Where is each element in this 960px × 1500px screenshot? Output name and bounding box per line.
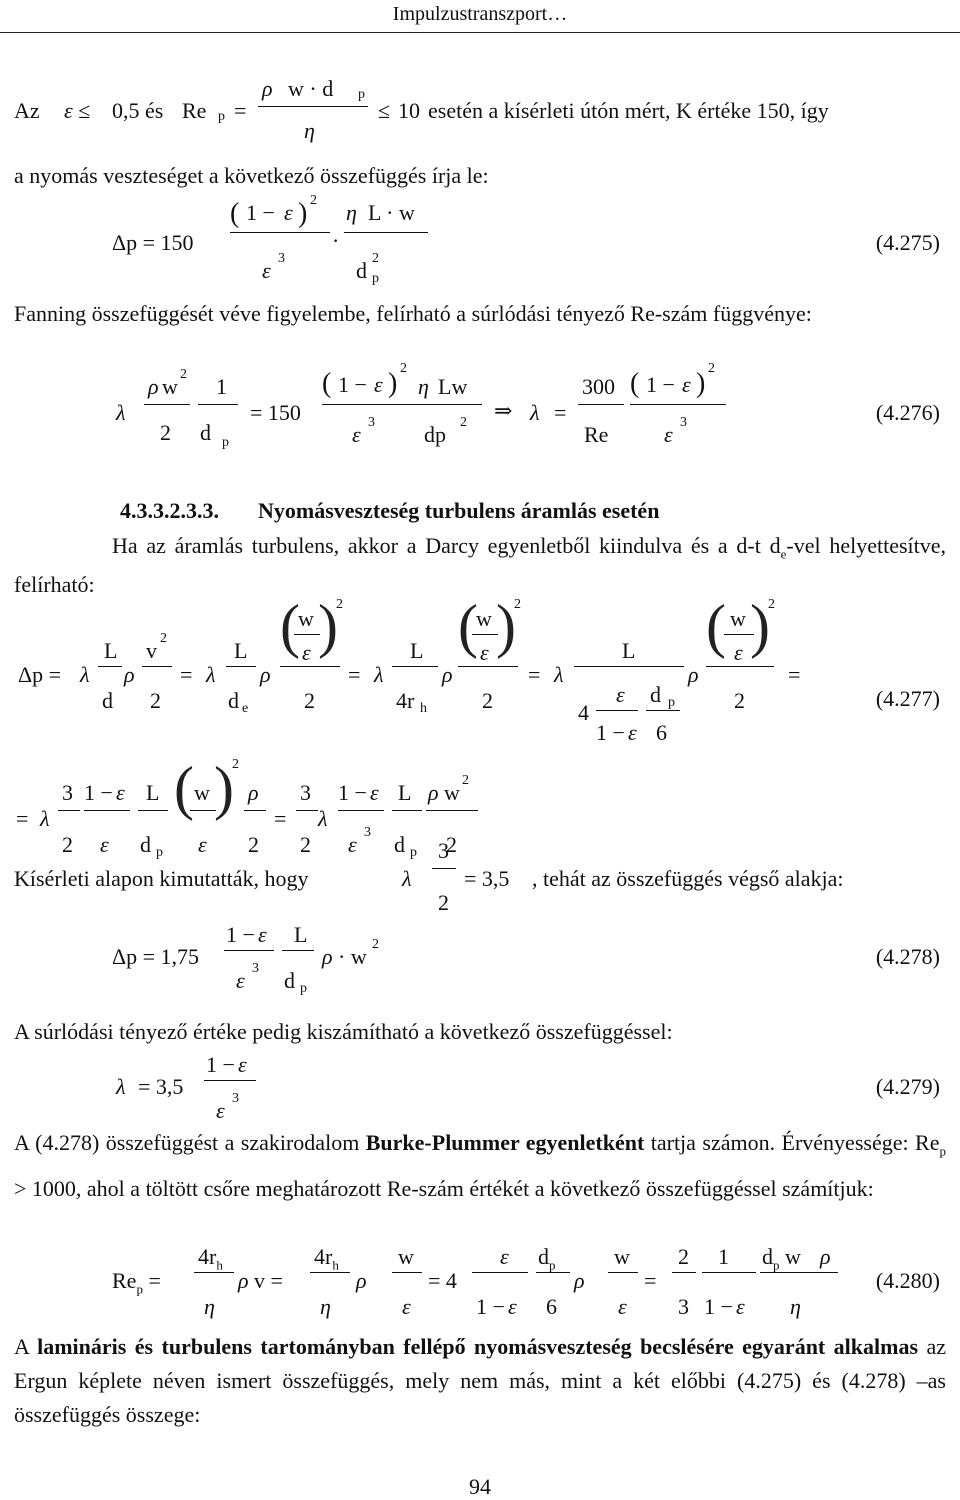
eq275-den2: d (356, 258, 367, 283)
eq277b-rho: ρ (248, 780, 259, 805)
eq276-one2: 1 − (338, 372, 367, 397)
eq277-four: 4 (578, 700, 589, 725)
p7-a: A (4.278) összefüggést a szakirodalom (14, 1130, 366, 1155)
eq276-dp-sub: p (222, 435, 229, 450)
p1-eq: = (234, 98, 247, 123)
eq277b-l2: λ (318, 806, 328, 831)
eq278-lhs: Δp = 1,75 (112, 944, 200, 969)
eq277-bigparen2c: ) (496, 593, 516, 659)
eq276-paren2-close: ) (696, 368, 706, 399)
p5-text1: Kísérleti alapon kimutatták, hogy (14, 866, 309, 891)
eq276-cube2: 3 (680, 415, 687, 430)
eq276-paren-close: ) (388, 368, 398, 399)
p4-text (14, 530, 946, 600)
eq280-1m: 1 − (476, 1294, 505, 1319)
eq280-bar7 (672, 1272, 696, 1273)
eq277-L3: L (410, 638, 424, 663)
eq277-L2: L (234, 638, 248, 663)
eq277-rho1: ρ (124, 662, 135, 687)
eq277-de: d (228, 688, 239, 713)
eq279-eps: ε (238, 1052, 247, 1077)
p1-az: Az (14, 98, 40, 123)
eq277b-2b: 2 (248, 832, 259, 857)
eq280-bar4 (472, 1272, 528, 1273)
p4-text-b: -vel helyettesítve, felírható: (14, 533, 947, 598)
eq280-eq4: = 4 (428, 1268, 457, 1293)
p5-bar (432, 868, 456, 869)
eq275-eps: ε (284, 200, 293, 225)
eq277-sq1: 2 (336, 597, 343, 612)
eq279-label: (4.279) (875, 1074, 940, 1099)
eq277b-cube: 3 (364, 825, 371, 840)
eq276-dp: d (200, 420, 211, 445)
eq277-bar2 (142, 666, 172, 667)
eq277b-bar6 (296, 810, 318, 811)
eq277b-sq: 2 (232, 757, 239, 772)
eq280-bar6 (608, 1272, 638, 1273)
eq277-label: (4.277) (875, 686, 940, 711)
eq277-bar4 (294, 634, 320, 635)
eq277b-d2: d (394, 832, 405, 857)
eq277b-w2: w (444, 780, 460, 805)
p1-le: ≤ (378, 98, 391, 123)
header-title: Impulzustranszport… (392, 3, 568, 25)
p3-text: Fanning összefüggését véve figyelembe, felírható a súrlódási tényező Re-szám függvénye: (14, 301, 812, 326)
eq278-rho: ρ (322, 944, 333, 969)
eq280-bar1 (194, 1272, 234, 1273)
eq280-bar3 (392, 1272, 422, 1273)
eq280-bar9 (760, 1272, 838, 1273)
eq277-1meps: 1 − (596, 720, 625, 745)
eq277b-bar5 (244, 810, 266, 811)
eq278-d: d (284, 968, 295, 993)
eq277-eq2: = (348, 662, 361, 687)
eq278-eps3: ε (236, 968, 245, 993)
eq277-v-sq: 2 (160, 631, 167, 646)
p1-ten: 10 (398, 98, 420, 123)
eq277-bigparen2: ( (458, 593, 478, 659)
eq279-cube: 3 (232, 1091, 239, 1106)
eq276-re: Re (584, 422, 609, 447)
eq276-bar5 (578, 404, 624, 405)
eq275-cube: 3 (278, 251, 285, 266)
p7-text: A (4.278) összefüggést a szakirodalom Burke-Plummer egyenletként tartja számon. Érvényessége: $Re_p > 1000$, ahol a töltött csőre meghatározott Re-szám értékét a következő összefüggéssel számítjuk: (14, 1130, 946, 1202)
eq276-bar3 (322, 404, 418, 405)
eq275-sq: 2 (310, 193, 317, 208)
eq277b-paren: ( (174, 755, 194, 821)
eq280-one: 1 (718, 1244, 729, 1269)
eq276-paren2: ( (630, 368, 640, 399)
eq277-l3: λ (374, 662, 384, 687)
eq275-label: (4.275) (875, 230, 940, 255)
eq277b-bar7 (338, 810, 384, 811)
eq278-label: (4.278) (875, 944, 940, 969)
eq275-den-sub: p (372, 271, 379, 286)
eq275-bar2 (344, 232, 428, 233)
eq277-eps5: ε (734, 640, 743, 665)
section-number: 4.3.3.2.3.3. (120, 498, 219, 523)
eq277-two3: 2 (482, 688, 493, 713)
eq280-eps1: ε (402, 1294, 411, 1319)
p5-lambda: λ (402, 866, 412, 891)
eq276-one: 1 (216, 374, 227, 399)
p7-gt: > 1000 (14, 1176, 76, 1202)
eq277-two2: 2 (304, 688, 315, 713)
eq276-cube: 3 (368, 415, 375, 430)
eq278-d-sub: p (300, 981, 307, 996)
eq277-4rh-sub: h (420, 701, 427, 716)
eq275-num2: L · w (368, 200, 415, 225)
eq275-dot: · (332, 228, 340, 253)
eq277-bar10 (596, 710, 638, 711)
p8-a: A (14, 1334, 38, 1359)
eq280-eps5: ε (736, 1294, 745, 1319)
eq277b-eps3: ε (198, 832, 207, 857)
eq277-bigparen3c: ) (750, 593, 770, 659)
eq276-eps2: ε (682, 372, 691, 397)
eq277-eq1: = (180, 662, 193, 687)
eq280-eps3: ε (508, 1294, 517, 1319)
p6-text: A súrlódási tényező értéke pedig kiszámítható a következő összefüggéssel: (14, 1019, 673, 1044)
eq280-dpw: $d_p$ w (762, 1244, 801, 1273)
eq277-rho3: ρ (442, 662, 453, 687)
eq277b-d-sub: p (156, 845, 163, 860)
eq277-sq2: 2 (514, 597, 521, 612)
eq276-c300: 300 (582, 374, 615, 399)
eq276-paren: ( (322, 368, 332, 399)
eq280-rho1: ρ (238, 1268, 249, 1293)
eq280-eps4: ε (618, 1294, 627, 1319)
eq276-c150: = 150 (250, 400, 301, 425)
eq276-bar2 (198, 404, 238, 405)
page-number: 94 (469, 1474, 491, 1499)
eq277-bigparen3: ( (706, 593, 726, 659)
eq277-bar9 (574, 666, 684, 667)
eq276-eta: η (418, 374, 429, 399)
eq277-bar8 (458, 666, 518, 667)
eq277-bigparen1: ( (280, 593, 300, 659)
eq277-4rh: 4r (396, 688, 415, 713)
eq275-paren: ( (230, 198, 240, 229)
eq278-bar1 (224, 950, 274, 951)
eq279-bar (204, 1080, 256, 1081)
eq280-two: 2 (678, 1244, 689, 1269)
eq279-1m: 1 − (206, 1052, 235, 1077)
eq277-two4: 2 (734, 688, 745, 713)
p1-rest: esetén a kísérleti útón mért, K értéke 150, így (428, 98, 829, 123)
eq276-sq2: 2 (708, 361, 715, 376)
eq276-lw: Lw (438, 374, 468, 399)
eq277b-L: L (146, 780, 160, 805)
eq280-three: 3 (678, 1294, 689, 1319)
eq275-bar1 (230, 232, 330, 233)
eq280-re: $Re_p$ = (112, 1268, 161, 1297)
p2-text: a nyomás veszteséget a következő összefüggés írja le: (14, 163, 489, 188)
eq279-eps3: ε (216, 1098, 225, 1123)
p1-rho: ρ (262, 76, 273, 101)
eq276-lambda: λ (116, 400, 126, 425)
eq277-eps3: ε (616, 682, 625, 707)
epsilon-symbol: ε ≤ (64, 98, 91, 123)
eq279-lambda: λ (116, 1074, 126, 1099)
eq276-dp2-sq: 2 (460, 415, 467, 430)
eq277b-3: 3 (62, 780, 73, 805)
p4-text-a: Ha az áramlás turbulens, akkor a Darcy egyenletből kiindulva és a d-t d (112, 533, 781, 558)
eq277b-bar8 (392, 810, 422, 811)
eq277b-bar3 (138, 810, 168, 811)
eq280-rho3: ρ (574, 1268, 585, 1293)
eq276-lambda2: λ (530, 400, 540, 425)
eq275-one: 1 − (246, 200, 275, 225)
eq280-v: v = (254, 1268, 283, 1293)
eq277-six: 6 (656, 720, 667, 745)
p1-cond: 0,5 és (112, 98, 164, 123)
eq277-bar1 (98, 666, 122, 667)
eq276-eps3: ε (352, 422, 361, 447)
eq277b-2c: 2 (300, 832, 311, 857)
eq277b-L2: L (398, 780, 412, 805)
p8-b: az Ergun képlete néven ismert összefüggés, mely nem más, mint a két előbbi (4.275) és (4.278) –as összefüggés összege: (14, 1334, 946, 1427)
eq277b-w: w (194, 780, 210, 805)
eq277-rho2: ρ (260, 662, 271, 687)
eq277-eps2: ε (480, 640, 489, 665)
eq276-w-sq: 2 (180, 367, 187, 382)
eq277b-1m: 1 − (84, 780, 113, 805)
eq277-de-sub: e (242, 701, 249, 716)
eq277b-2d: 2 (446, 832, 457, 857)
eq276-bar1 (144, 404, 190, 405)
eq277b-w2-sq: 2 (462, 773, 469, 788)
eq276-den1: 2 (160, 420, 171, 445)
eq277-eq4: = (788, 662, 801, 687)
p5-two: 2 (438, 890, 449, 915)
eq277-dp: Δp = (18, 662, 62, 687)
eq277-w2: w (476, 606, 492, 631)
p5-three: 3 (438, 838, 449, 863)
eq276-dp2: dp (424, 422, 446, 447)
eq276-sq: 2 (400, 361, 407, 376)
eq280-eq5: = (644, 1268, 657, 1293)
eq277b-eps4: ε (370, 780, 379, 805)
p1-eta: η (304, 118, 315, 143)
eq277b-d: d (140, 832, 151, 857)
eq277-L4: L (622, 638, 636, 663)
eq277-w3: w (730, 606, 746, 631)
eq280-eta1: η (204, 1294, 215, 1319)
p4-sub: e (780, 546, 787, 562)
eq277-dp1: d (650, 682, 661, 707)
eq279-lhs: = 3,5 (138, 1074, 184, 1099)
eq280-six: 6 (546, 1294, 557, 1319)
eq277b-eps2: ε (100, 832, 109, 857)
eq277b-bar4 (190, 810, 216, 811)
p5-val: = 3,5 (464, 866, 510, 891)
eq278-L: L (294, 922, 308, 947)
eq280-w1: w (398, 1244, 414, 1269)
eq277-bar7 (472, 634, 498, 635)
eq277b-bar9 (426, 810, 478, 811)
p1-fraction-bar (258, 106, 368, 107)
p7-c: , ahol a töltött csőre meghatározott Re-szám értékét a következő összefüggéssel számítjuk: (75, 1176, 874, 1202)
p8-bold: lamináris és turbulens tartományban fellépő nyomásveszteség becslésére egyaránt alkalmas (37, 1334, 919, 1359)
eq276-eps4: ε (664, 422, 673, 447)
eq277-bar3 (226, 666, 256, 667)
eq276-one3: 1 − (646, 372, 675, 397)
eq280-bar5 (536, 1272, 570, 1273)
eq276-implies: ⇒ (494, 398, 513, 423)
eq277-l1: λ (80, 662, 90, 687)
eq280-eps2: ε (500, 1244, 509, 1269)
p8-text (14, 1330, 946, 1432)
p1-re: Re (182, 98, 207, 123)
eq277-v: v (146, 638, 157, 663)
eq277b-eps5: ε (348, 832, 357, 857)
eq277-bar11 (646, 710, 680, 711)
eq277-d1: d (102, 688, 113, 713)
eq280-4rh: $4r_h$ (198, 1244, 223, 1273)
eq280-label: (4.280) (875, 1268, 940, 1293)
eq277b-3b: 3 (300, 780, 311, 805)
p1-num: w · d (288, 76, 334, 101)
running-header (0, 0, 960, 33)
eq277-l4: λ (554, 662, 564, 687)
eq277b-eq: = (16, 806, 29, 831)
eq277-two1: 2 (150, 688, 161, 713)
eq280-4rh2: $4r_h$ (314, 1244, 339, 1273)
eq275-eta: η (346, 200, 357, 225)
eq277-L1: L (104, 638, 118, 663)
eq277-bar6 (392, 666, 438, 667)
eq276-w: w (162, 374, 178, 399)
eq277b-bar2 (84, 810, 130, 811)
p1-num-sub: p (358, 87, 365, 102)
eq277b-eps: ε (116, 780, 125, 805)
p7-bold: Burke-Plummer egyenletként (365, 1130, 645, 1155)
p5-text2: , tehát az összefüggés végső alakja: (532, 866, 844, 891)
eq276-bar6 (630, 404, 726, 405)
section-title: Nyomásveszteség turbulens áramlás esetén (258, 498, 660, 523)
eq277b-rho2: ρ (428, 780, 439, 805)
eq277-bar5 (280, 666, 340, 667)
eq280-bar8 (702, 1272, 756, 1273)
p1-re-sub: p (218, 109, 225, 124)
eq278-w: · w (338, 944, 367, 969)
eq277b-2: 2 (62, 832, 73, 857)
eq277-bar13 (706, 666, 774, 667)
eq275-den-sq: 2 (372, 251, 379, 266)
eq280-w2: w (614, 1244, 630, 1269)
p7-b: tartja számon. Érvényessége: (644, 1130, 916, 1155)
eq277-sq3: 2 (768, 597, 775, 612)
eq277b-eq2: = (274, 806, 287, 831)
eq277b-d2-sub: p (410, 845, 417, 860)
eq277-eps1: ε (302, 640, 311, 665)
eq277b-paren-c: ) (214, 755, 234, 821)
eq276-eq: = (554, 400, 567, 425)
eq278-bar2 (282, 950, 314, 951)
eq280-eta2: η (320, 1294, 331, 1319)
eq280-bar2 (310, 1272, 350, 1273)
eq277b-1m2: 1 − (338, 780, 367, 805)
eq280-dp: $d_p$ (538, 1244, 556, 1273)
eq277-eps4: ε (628, 720, 637, 745)
eq277b-l: λ (40, 806, 50, 831)
eq277b-bar1 (58, 810, 80, 811)
eq276-label: (4.276) (875, 400, 940, 425)
eq278-1m: 1 − (226, 922, 255, 947)
eq277-w1: w (298, 606, 314, 631)
eq280-eta3: η (790, 1294, 801, 1319)
eq278-cube: 3 (252, 961, 259, 976)
eq275-lhs: Δp = 150 (112, 230, 194, 255)
eq275-paren-close: ) (298, 198, 308, 229)
eq277-rho4: ρ (688, 662, 699, 687)
eq277-l2: λ (206, 662, 216, 687)
eq278-sq: 2 (372, 937, 379, 952)
eq277-bigparen1c: ) (318, 593, 338, 659)
eq276-bar4 (416, 404, 482, 405)
eq280-1m2: 1 − (704, 1294, 733, 1319)
eq276-eps: ε (374, 372, 383, 397)
eq280-rho2: ρ (356, 1268, 367, 1293)
eq277-dp1-sub: p (668, 695, 675, 710)
eq277-eq3: = (528, 662, 541, 687)
eq276-rho: ρ (148, 374, 159, 399)
eq278-eps: ε (258, 922, 267, 947)
eq280-rho4: ρ (820, 1244, 831, 1269)
eq275-eps3: ε (262, 258, 271, 283)
